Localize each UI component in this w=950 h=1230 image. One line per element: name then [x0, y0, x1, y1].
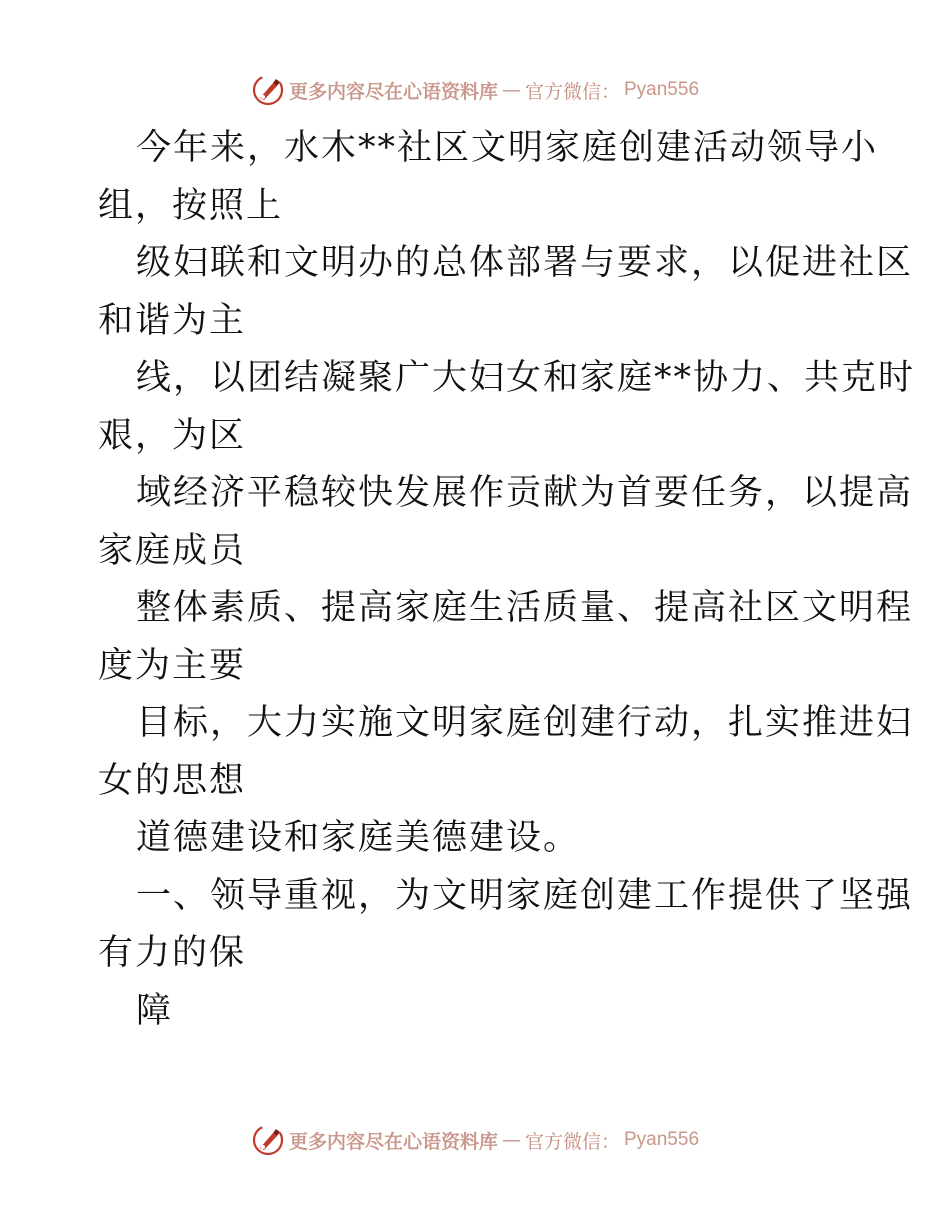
page-header: [0, 70, 950, 110]
header-watermark: [251, 73, 699, 107]
watermark-wechat-label: 官方微信：: [524, 1130, 620, 1153]
watermark-dash: —: [501, 1129, 521, 1151]
text-line: 艰，为区: [98, 415, 247, 456]
text-line: 和谐为主: [98, 300, 247, 341]
watermark-text: 更多内容尽在心语资料库: [288, 80, 498, 103]
pen-logo-icon: [251, 73, 285, 107]
page-footer: [0, 1120, 950, 1160]
watermark-dash: —: [501, 79, 521, 101]
watermark-wechat-id: Pyan556: [624, 79, 700, 100]
section-heading: 一、领导重视，为文明家庭创建工作提供了坚强: [136, 875, 914, 916]
text-line: 级妇联和文明办的总体部署与要求，以促进社区: [136, 243, 914, 283]
text-line: 目标，大力实施文明家庭创建行动，扎实推进妇: [136, 703, 914, 743]
text-line: 线，以团结凝聚广大妇女和家庭**协力、共克时: [136, 358, 916, 398]
watermark-text: 更多内容尽在心语资料库: [288, 1130, 498, 1153]
text-line: 度为主要: [98, 645, 247, 686]
watermark-wechat-label: 官方微信：: [524, 80, 620, 103]
document-body: [98, 120, 916, 1040]
text-line: 家庭成员: [98, 530, 247, 571]
text-line: 女的思想: [98, 760, 247, 801]
footer-watermark: [251, 1123, 699, 1157]
text-line: 今年来，水木**社区文明家庭创建活动领导小: [136, 128, 879, 168]
text-line: 域经济平稳较快发展作贡献为首要任务，以提高: [136, 473, 914, 513]
watermark-wechat-id: Pyan556: [624, 1129, 700, 1150]
section-heading-cont: 障: [136, 990, 174, 1031]
text-line: 道德建设和家庭美德建设。: [136, 818, 581, 858]
text-line: 整体素质、提高家庭生活质量、提高社区文明程: [136, 588, 914, 628]
section-heading-cont: 有力的保: [98, 933, 247, 973]
text-line: 组，按照上: [98, 185, 284, 226]
pen-logo-icon: [251, 1123, 285, 1157]
